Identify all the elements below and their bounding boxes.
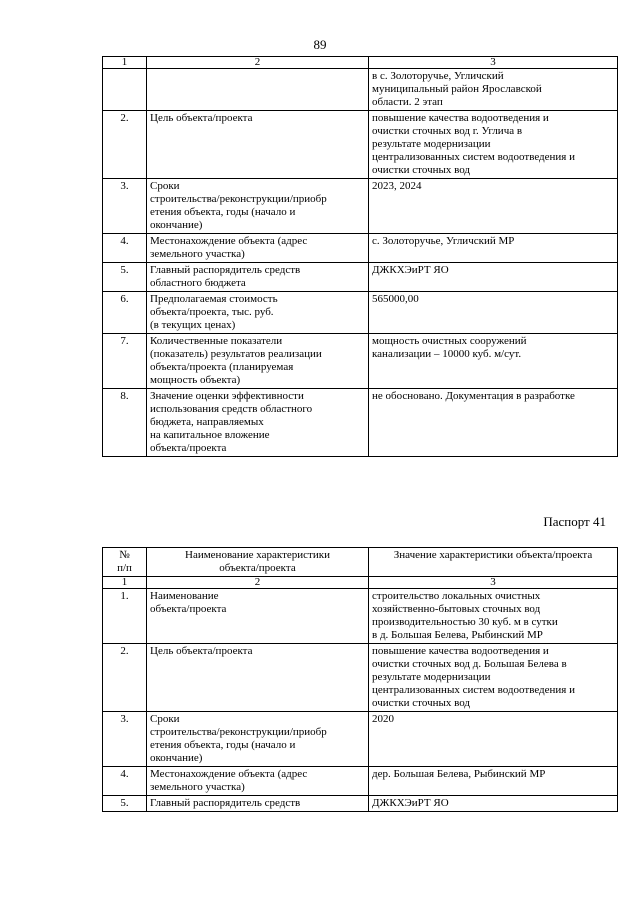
page-number: 89 bbox=[313, 37, 327, 52]
characteristic-name: Главный распорядитель средств bbox=[147, 796, 369, 812]
table-row bbox=[103, 389, 618, 457]
characteristic-name: Цель объекта/проекта bbox=[147, 644, 369, 712]
characteristic-value: 565000,00 bbox=[369, 292, 618, 334]
characteristic-value: строительство локальных очистных хозяйственно-бытовых сточных вод производительностью 30 куб. м в сутки в д. Большая Белева, Рыбинский МР bbox=[369, 589, 618, 644]
characteristic-name: Сроки строительства/реконструкции/приобр етения объекта, годы (начало и окончание) bbox=[147, 712, 369, 767]
characteristic-name: Значение оценки эффективности использования средств областного бюджета, направляемых на капитальное вложение объекта/проекта bbox=[147, 389, 369, 457]
characteristic-name: Предполагаемая стоимость объекта/проекта, тыс. руб. (в текущих ценах) bbox=[147, 292, 369, 334]
table-row bbox=[103, 334, 618, 389]
row-number: 4. bbox=[103, 234, 147, 263]
row-number: 8. bbox=[103, 389, 147, 457]
table-row bbox=[103, 796, 618, 812]
row-number: 5. bbox=[103, 796, 147, 812]
table-row bbox=[103, 589, 618, 644]
characteristic-value: с. Золоторучье, Угличский МР bbox=[369, 234, 618, 263]
table-row bbox=[103, 234, 618, 263]
header-characteristic-value: Значение характеристики объекта/проекта bbox=[369, 548, 618, 577]
characteristic-value: не обосновано. Документация в разработке bbox=[369, 389, 618, 457]
column-number-row bbox=[103, 577, 618, 589]
characteristic-name: Главный распорядитель средств областного бюджета bbox=[147, 263, 369, 292]
table-row bbox=[103, 179, 618, 234]
characteristic-name: Количественные показатели (показатель) результатов реализации объекта/проекта (планируемая мощность объекта) bbox=[147, 334, 369, 389]
table-row bbox=[103, 292, 618, 334]
characteristic-value: 2020 bbox=[369, 712, 618, 767]
characteristic-name: Местонахождение объекта (адрес земельного участка) bbox=[147, 234, 369, 263]
col-number: 2 bbox=[147, 577, 369, 589]
header-characteristic-name: Наименование характеристики объекта/проекта bbox=[147, 548, 369, 577]
row-number: 3. bbox=[103, 179, 147, 234]
table-row bbox=[103, 712, 618, 767]
row-number bbox=[103, 69, 147, 111]
row-number: 1. bbox=[103, 589, 147, 644]
table-row bbox=[103, 767, 618, 796]
col-number: 3 bbox=[369, 577, 618, 589]
characteristic-value: мощность очистных сооружений канализации – 10000 куб. м/сут. bbox=[369, 334, 618, 389]
header-number: № п/п bbox=[103, 548, 147, 577]
row-number: 6. bbox=[103, 292, 147, 334]
table-row bbox=[103, 263, 618, 292]
col-number: 1 bbox=[103, 577, 147, 589]
row-number: 4. bbox=[103, 767, 147, 796]
passport-41-table bbox=[102, 547, 618, 812]
row-number: 7. bbox=[103, 334, 147, 389]
characteristic-value: дер. Большая Белева, Рыбинский МР bbox=[369, 767, 618, 796]
passport-title: Паспорт 41 bbox=[543, 514, 606, 529]
characteristic-name: Наименование объекта/проекта bbox=[147, 589, 369, 644]
passport-table-continued bbox=[102, 56, 618, 457]
characteristic-value: 2023, 2024 bbox=[369, 179, 618, 234]
column-number-row bbox=[103, 57, 618, 69]
characteristic-value: повышение качества водоотведения и очистки сточных вод г. Углича в результате модернизации централизованных систем водоотведения и очистки сточных вод bbox=[369, 111, 618, 179]
characteristic-name: Цель объекта/проекта bbox=[147, 111, 369, 179]
characteristic-value: ДЖКХЭиРТ ЯО bbox=[369, 263, 618, 292]
characteristic-name: Местонахождение объекта (адрес земельного участка) bbox=[147, 767, 369, 796]
row-number: 5. bbox=[103, 263, 147, 292]
row-number: 2. bbox=[103, 644, 147, 712]
characteristic-name bbox=[147, 69, 369, 111]
table-row bbox=[103, 69, 618, 111]
table-row bbox=[103, 111, 618, 179]
col-number: 2 bbox=[147, 57, 369, 69]
characteristic-value: повышение качества водоотведения и очистки сточных вод д. Большая Белева в результате модернизации централизованных систем водоотведения и очистки сточных вод bbox=[369, 644, 618, 712]
characteristic-value: ДЖКХЭиРТ ЯО bbox=[369, 796, 618, 812]
col-number: 3 bbox=[369, 57, 618, 69]
row-number: 2. bbox=[103, 111, 147, 179]
row-number: 3. bbox=[103, 712, 147, 767]
characteristic-name: Сроки строительства/реконструкции/приобр етения объекта, годы (начало и окончание) bbox=[147, 179, 369, 234]
table-row bbox=[103, 644, 618, 712]
characteristic-value: в с. Золоторучье, Угличский муниципальный район Ярославской области. 2 этап bbox=[369, 69, 618, 111]
col-number: 1 bbox=[103, 57, 147, 69]
table-header-row bbox=[103, 548, 618, 577]
